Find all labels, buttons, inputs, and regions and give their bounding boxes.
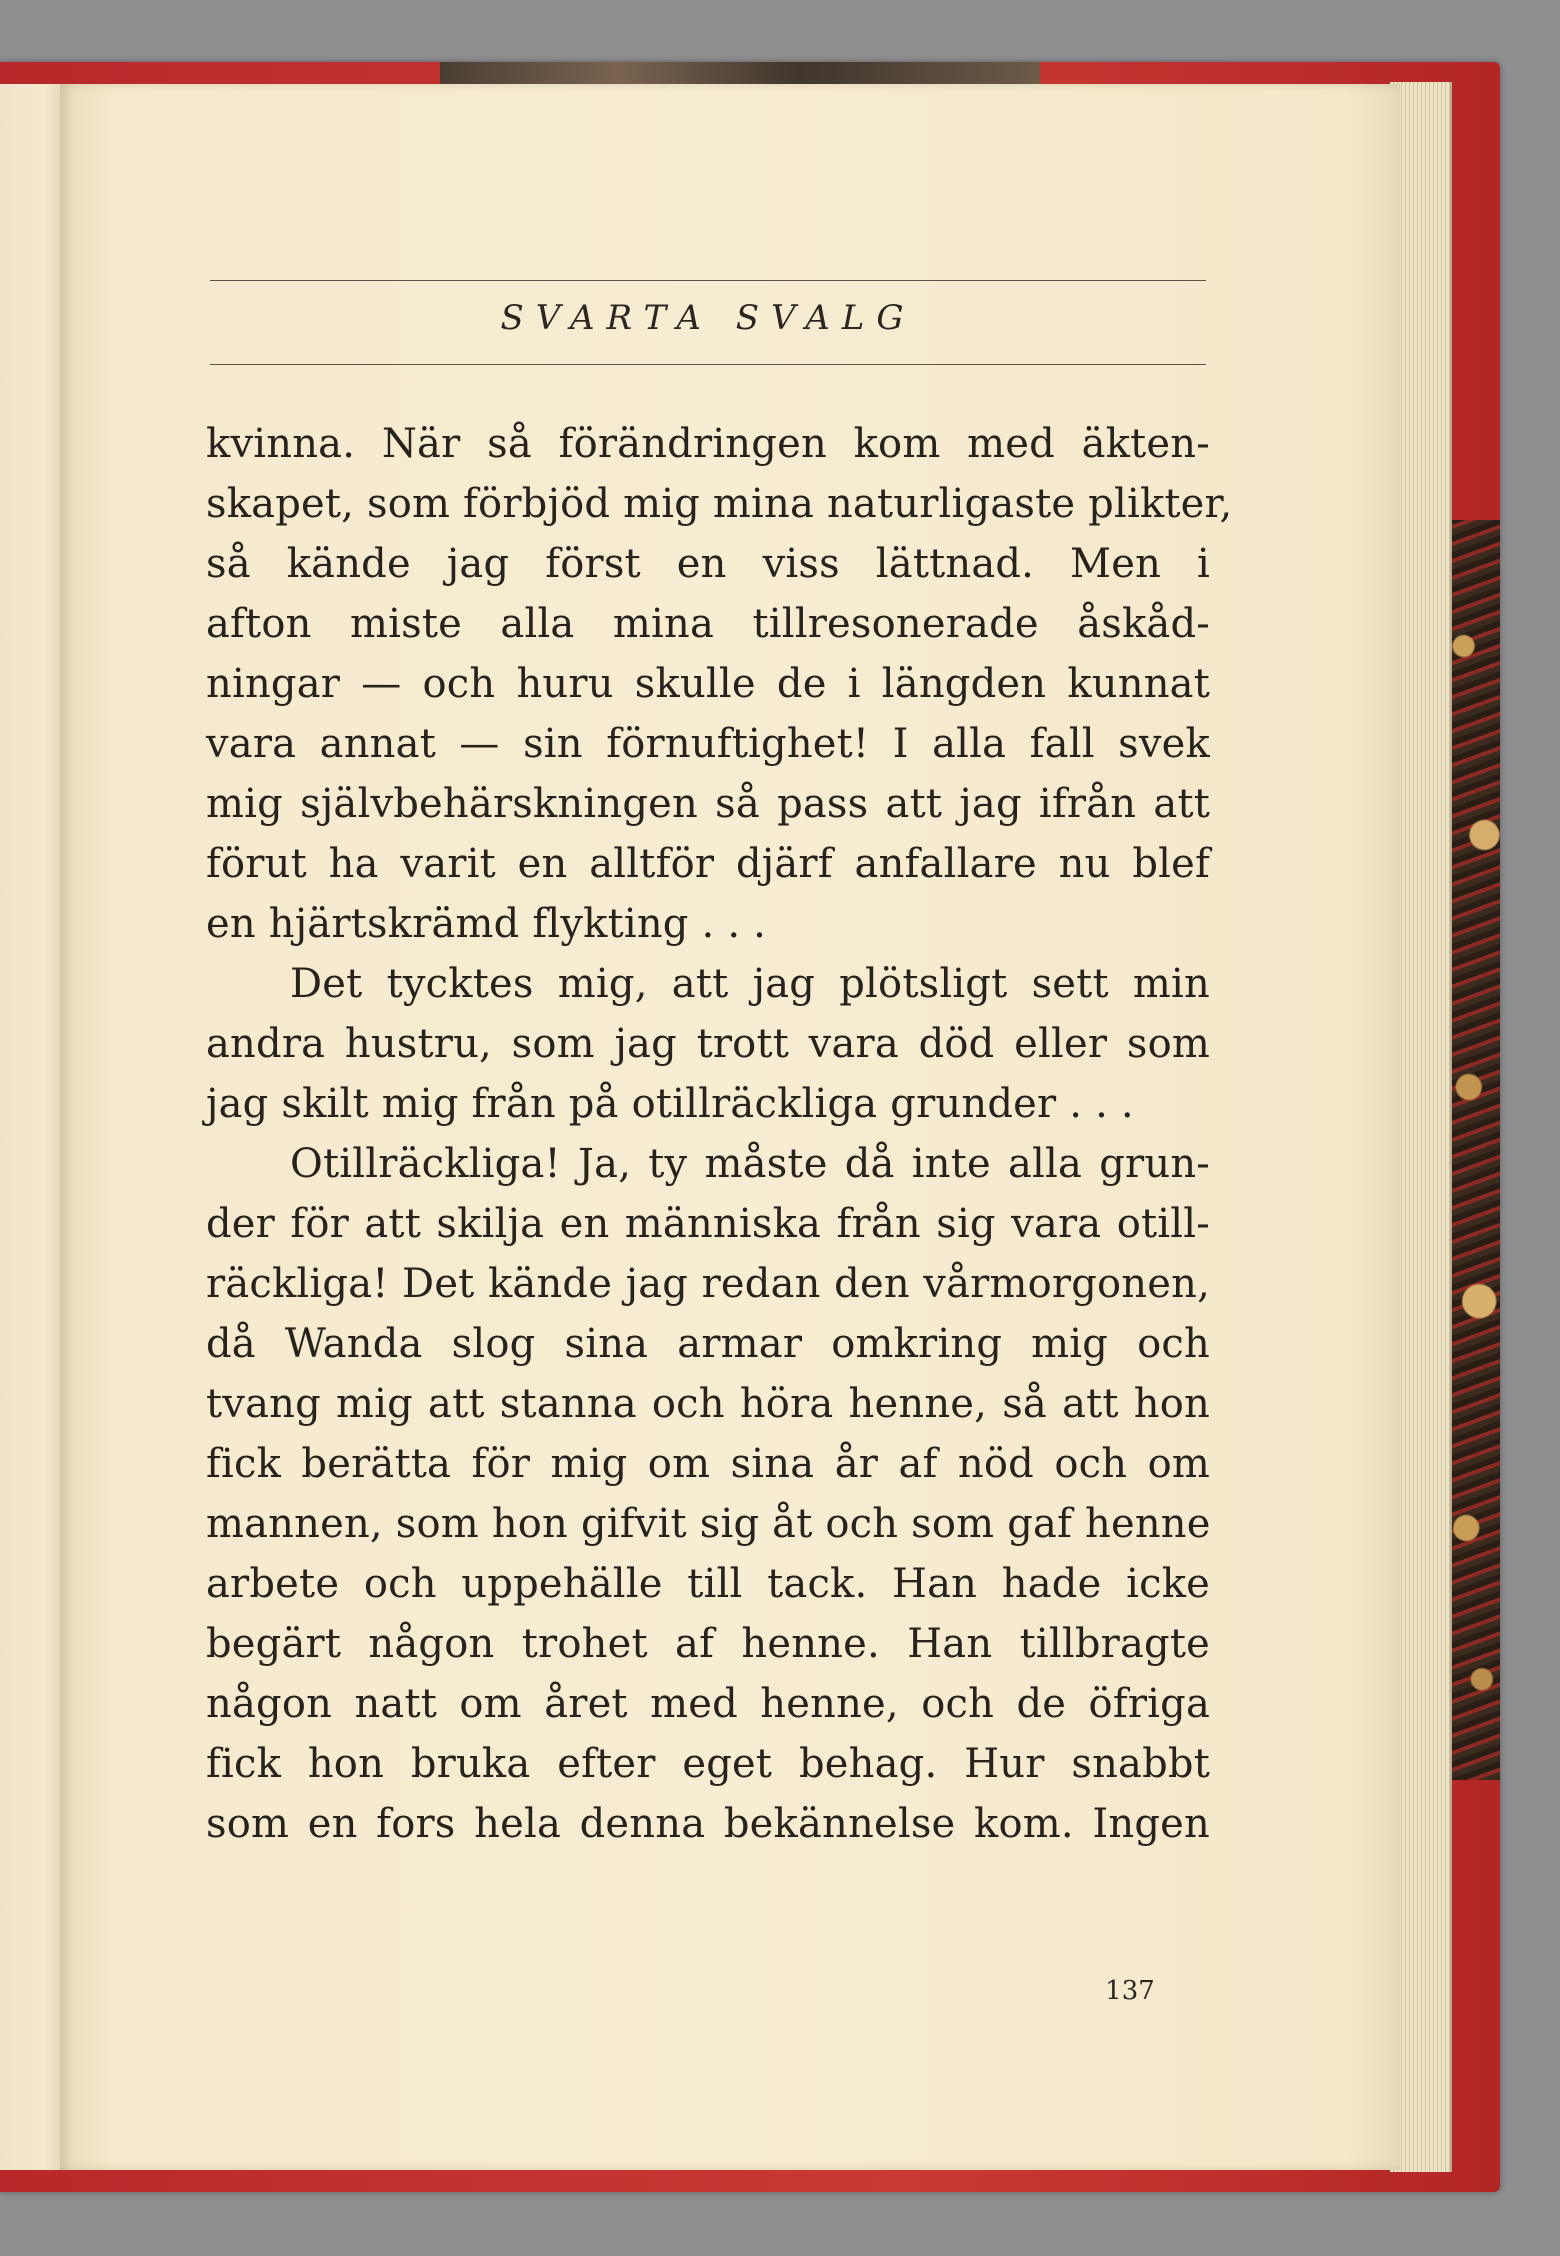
text-line: der för att skilja en människa från sig vara otill- [206, 1201, 1210, 1247]
text-line: vara annat — sin förnuftighet! I alla fall svek [206, 721, 1210, 767]
body-text [206, 414, 1233, 1854]
text-line: andra hustru, som jag trott vara död eller som [206, 1021, 1210, 1067]
text-line: mannen, som hon gifvit sig åt och som gaf henne [206, 1501, 1211, 1547]
text-line: begärt någon trohet af henne. Han tillbragte [206, 1621, 1210, 1667]
text-line: förut ha varit en alltför djärf anfallare nu blef [206, 841, 1210, 887]
text-line: någon natt om året med henne, och de öfriga [206, 1681, 1210, 1727]
text-line: då Wanda slog sina armar omkring mig och [206, 1321, 1210, 1367]
header-rule-bottom [210, 364, 1206, 365]
text-line: räckliga! Det kände jag redan den vårmorgonen, [206, 1261, 1210, 1307]
text-line: Det tycktes mig, att jag plötsligt sett min [290, 961, 1210, 1007]
text-line: kvinna. När så förändringen kom med äkten- [206, 421, 1210, 467]
text-line: Otillräckliga! Ja, ty måste då inte alla grun- [290, 1141, 1210, 1187]
text-line: ningar — och huru skulle de i längden kunnat [206, 661, 1210, 707]
text-line: en hjärtskrämd flykting . . . [206, 901, 767, 947]
text-line: tvang mig att stanna och höra henne, så att hon [206, 1381, 1210, 1427]
text-line: mig självbehärskningen så pass att jag ifrån att [206, 781, 1210, 827]
text-line: afton miste alla mina tillresonerade åskåd- [206, 601, 1210, 647]
header-rule-top [210, 280, 1206, 281]
text-line: fick berätta för mig om sina år af nöd och om [206, 1441, 1210, 1487]
marbled-edge [1448, 520, 1500, 1780]
text-line: arbete och uppehälle till tack. Han hade icke [206, 1561, 1210, 1607]
text-line: som en fors hela denna bekännelse kom. Ingen [206, 1801, 1210, 1847]
text-line: jag skilt mig från på otillräckliga grunder . . . [206, 1081, 1134, 1127]
running-head: SVARTA SVALG [500, 298, 916, 338]
previous-page-edge [0, 84, 65, 2170]
text-line: skapet, som förbjöd mig mina naturligaste plikter, [206, 481, 1233, 527]
book-page [60, 84, 1400, 2170]
page-number: 137 [1105, 1976, 1155, 2006]
text-line: så kände jag först en viss lättnad. Men i [206, 541, 1210, 587]
book-headband [440, 62, 1040, 84]
text-line: fick hon bruka efter eget behag. Hur snabbt [206, 1741, 1210, 1787]
